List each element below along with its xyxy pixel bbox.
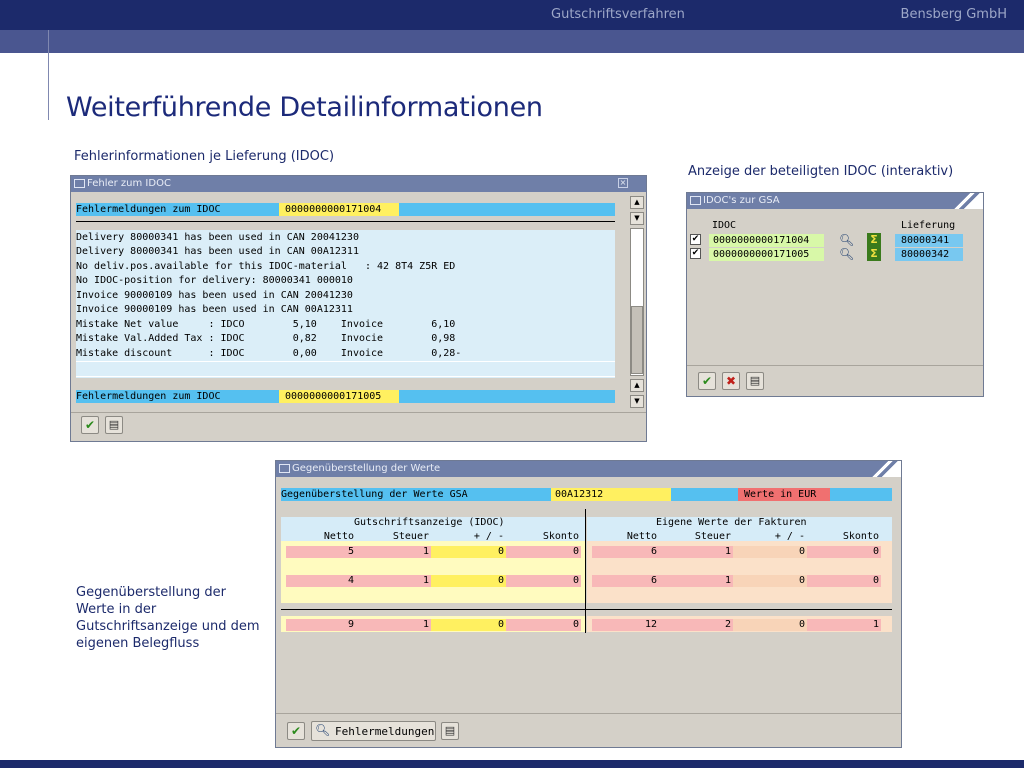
window-icon <box>74 179 85 188</box>
page-title: Weiterführende Detailinformationen <box>66 92 543 123</box>
table-cell: 4 <box>286 575 356 587</box>
table-cell: 6 <box>592 575 659 587</box>
error-header-label-2: Fehlermeldungen zum IDOC <box>76 391 221 402</box>
caption-idoc-display: Anzeige der beteiligten IDOC (interaktiv) <box>688 164 954 179</box>
group-header-right: Eigene Werte der Fakturen <box>656 517 807 528</box>
error-header-label: Fehlermeldungen zum IDOC <box>76 204 221 215</box>
row-divider <box>76 376 615 377</box>
sum-icon[interactable]: Σ <box>867 233 881 247</box>
window-icon <box>279 464 290 473</box>
table-cell: 0 <box>431 546 506 558</box>
message-line: No deliv.pos.available for this IDOC-material : 42 8T4 Z5R ED <box>76 261 456 272</box>
column-divider <box>585 509 586 633</box>
check-icon[interactable]: ✔ <box>81 416 99 434</box>
message-line: Delivery 80000341 has been used in CAN 00A12311 <box>76 246 359 257</box>
message-line: No IDOC-position for delivery: 80000341 000010 <box>76 275 353 286</box>
company-name: Bensberg GmbH <box>900 7 1007 22</box>
check-icon[interactable]: ✔ <box>287 722 305 740</box>
table-cell: 0 <box>431 575 506 587</box>
message-line: Delivery 80000341 has been used in CAN 20041230 <box>76 232 359 243</box>
scrollbar-thumb[interactable] <box>631 306 643 374</box>
cancel-icon[interactable]: ✖ <box>722 372 740 390</box>
comparison-window-titlebar <box>276 461 901 477</box>
magnifier-icon[interactable]: 🔍︎ <box>839 233 855 247</box>
total-cell: 1 <box>807 619 881 631</box>
error-window-title: Fehler zum IDOC <box>87 178 171 189</box>
error-window <box>70 175 647 442</box>
message-line: Mistake Net value : IDCO 5,10 Invoice 6,10 <box>76 319 456 330</box>
message-line: Invoice 90000109 has been used in CAN 20041230 <box>76 290 353 301</box>
row-divider <box>76 361 615 362</box>
window-icon <box>690 196 701 205</box>
scroll-up-icon[interactable]: ▲ <box>630 379 644 392</box>
table-cell: 5 <box>286 546 356 558</box>
fehlermeldungen-label: Fehlermeldungen <box>335 725 435 738</box>
table-cell: 1 <box>356 546 431 558</box>
error-window-titlebar <box>71 176 646 192</box>
table-cell: 1 <box>356 575 431 587</box>
table-cell: 0 <box>807 546 881 558</box>
table-cell: 0 <box>807 575 881 587</box>
comparison-header-label: Gegenüberstellung der Werte GSA <box>281 489 468 500</box>
gsa-number: 00A12312 <box>551 488 671 501</box>
table-cell: 0 <box>733 575 807 587</box>
total-cell: 0 <box>733 619 807 631</box>
scroll-up-icon[interactable]: ▲ <box>630 196 644 209</box>
message-line: Mistake discount : IDOC 0,00 Invoice 0,28- <box>76 348 462 359</box>
column-header: Netto <box>323 531 354 542</box>
total-cell: 2 <box>659 619 733 631</box>
separator <box>76 221 615 222</box>
header-bar <box>0 0 1024 30</box>
idoc-window-titlebar <box>687 193 983 209</box>
sub-header-bar <box>0 30 1024 53</box>
close-icon[interactable]: × <box>619 178 627 187</box>
column-header: Steuer <box>392 531 429 542</box>
column-header: Steuer <box>694 531 731 542</box>
lieferung-number: 80000341 <box>895 234 963 247</box>
table-cell: 0 <box>733 546 807 558</box>
total-cell: 9 <box>286 619 356 631</box>
magnifier-icon[interactable]: 🔍︎ <box>839 247 855 261</box>
print-icon[interactable]: ▤ <box>746 372 764 390</box>
table-cell: 1 <box>659 575 733 587</box>
currency-label: Werte in EUR <box>738 488 830 501</box>
table-cell: 6 <box>592 546 659 558</box>
table-cell: 0 <box>506 546 581 558</box>
fehlermeldungen-button[interactable] <box>311 721 436 741</box>
column-header-lieferung: Lieferung <box>901 220 956 231</box>
message-line: Invoice 90000109 has been used in CAN 00A12311 <box>76 304 353 315</box>
error-header-value-2: 0000000000171005 <box>279 390 399 403</box>
column-header: + / - <box>774 531 805 542</box>
caption-comparison: Gegenüberstellung der Werte in der Gutschriftsanzeige und dem eigenen Belegfluss <box>76 585 260 651</box>
column-header: Skonto <box>542 531 579 542</box>
idoc-window-title: IDOC's zur GSA <box>703 195 780 206</box>
idoc-number[interactable]: 0000000000171004 <box>709 234 824 247</box>
presentation-title: Gutschriftsverfahren <box>551 7 685 22</box>
comparison-window <box>275 460 902 748</box>
group-header-left: Gutschriftsanzeige (IDOC) <box>354 517 505 528</box>
print-icon[interactable]: ▤ <box>441 722 459 740</box>
footer-bar <box>0 760 1024 768</box>
total-cell: 1 <box>356 619 431 631</box>
column-header: Skonto <box>842 531 879 542</box>
table-cell: 0 <box>506 575 581 587</box>
comparison-window-title: Gegenüberstellung der Werte <box>292 463 441 474</box>
total-cell: 12 <box>592 619 659 631</box>
check-icon[interactable]: ✔ <box>698 372 716 390</box>
message-line: Mistake Val.Added Tax : IDOC 0,82 Invocie 0,98 <box>76 333 456 344</box>
total-cell: 0 <box>506 619 581 631</box>
idoc-number[interactable]: 0000000000171005 <box>709 248 824 261</box>
divider-line <box>48 30 49 120</box>
error-header-value: 0000000000171004 <box>279 203 399 216</box>
row-checkbox[interactable]: ✔ <box>691 234 700 244</box>
magnifier-icon: 🔍︎ <box>315 723 331 737</box>
row-checkbox[interactable]: ✔ <box>691 248 700 258</box>
total-cell: 0 <box>431 619 506 631</box>
idoc-window <box>686 192 984 397</box>
column-header: + / - <box>473 531 504 542</box>
caption-error-info: Fehlerinformationen je Lieferung (IDOC) <box>74 149 335 164</box>
totals-divider <box>281 609 892 610</box>
sum-icon[interactable]: Σ <box>867 247 881 261</box>
print-icon[interactable]: ▤ <box>105 416 123 434</box>
table-cell: 1 <box>659 546 733 558</box>
column-header: Netto <box>626 531 657 542</box>
lieferung-number: 80000342 <box>895 248 963 261</box>
column-header-idoc: IDOC <box>712 220 737 231</box>
scroll-down-icon[interactable]: ▼ <box>630 395 644 408</box>
scroll-down-icon[interactable]: ▼ <box>630 212 644 225</box>
